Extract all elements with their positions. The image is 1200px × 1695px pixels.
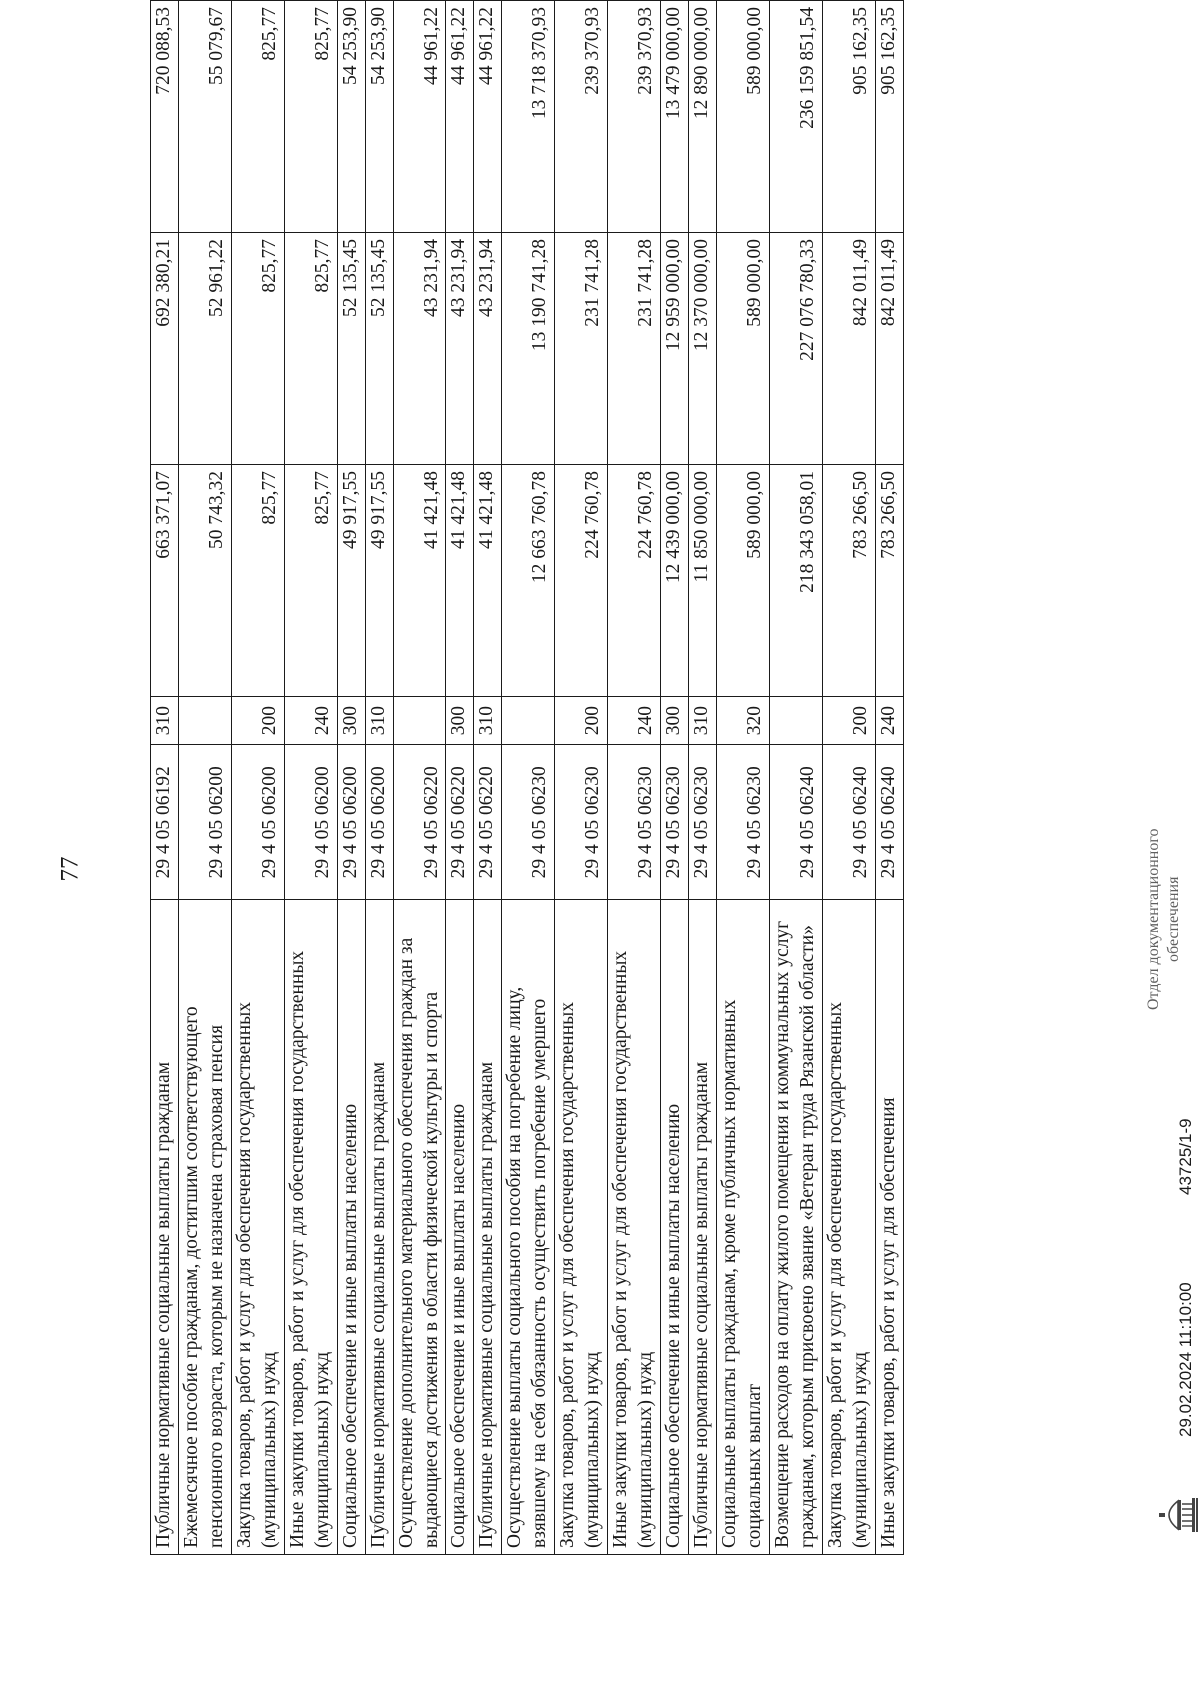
table-row (502, 1, 555, 1555)
row-amount-year-3: 825,77 (284, 1, 337, 233)
row-target-article-code: 29 4 05 06192 (151, 745, 179, 900)
row-name: Социальное обеспечение и иные выплаты населению (446, 900, 474, 1555)
row-amount-year-2: 825,77 (284, 233, 337, 465)
row-amount-year-2: 52 135,45 (365, 233, 393, 465)
table-row (661, 1, 689, 1555)
row-amount-year-3: 720 088,53 (151, 1, 179, 233)
row-amount-year-3: 905 162,35 (875, 1, 903, 233)
row-amount-year-1: 224 760,78 (608, 465, 661, 697)
row-amount-year-1: 41 421,48 (393, 465, 446, 697)
row-target-article-code: 29 4 05 06240 (822, 745, 875, 900)
table-row (769, 1, 822, 1555)
row-amount-year-2: 52 961,22 (178, 233, 231, 465)
row-expense-type-code: 240 (284, 697, 337, 745)
row-amount-year-1: 663 371,07 (151, 465, 179, 697)
row-expense-type-code: 300 (446, 697, 474, 745)
page-number: 77 (56, 856, 84, 882)
row-name: Публичные нормативные социальные выплаты гражданам (474, 900, 502, 1555)
row-amount-year-2: 825,77 (231, 233, 284, 465)
row-name: Публичные нормативные социальные выплаты гражданам (151, 900, 179, 1555)
row-expense-type-code: 310 (474, 697, 502, 745)
page-footer (1145, 0, 1200, 1555)
row-target-article-code: 29 4 05 06220 (474, 745, 502, 900)
row-target-article-code: 29 4 05 06230 (608, 745, 661, 900)
row-amount-year-3: 44 961,22 (474, 1, 502, 233)
row-amount-year-1: 41 421,48 (446, 465, 474, 697)
row-amount-year-3: 55 079,67 (178, 1, 231, 233)
row-expense-type-code: 310 (151, 697, 179, 745)
row-name: Осуществление выплаты социального пособия на погребение лицу, взявшему на себя обязанность осуществить погребение умершего (502, 900, 555, 1555)
row-target-article-code: 29 4 05 06230 (661, 745, 689, 900)
row-amount-year-3: 905 162,35 (822, 1, 875, 233)
row-name: Закупка товаров, работ и услуг для обеспечения государственных (муниципальных) нужд (555, 900, 608, 1555)
row-target-article-code: 29 4 05 06220 (393, 745, 446, 900)
table-row (875, 1, 903, 1555)
document-number: 43725/1-9 (1176, 1118, 1195, 1195)
row-expense-type-code: 200 (231, 697, 284, 745)
row-expense-type-code: 310 (365, 697, 393, 745)
row-amount-year-2: 231 741,28 (555, 233, 608, 465)
table-row (555, 1, 608, 1555)
table-row (365, 1, 393, 1555)
row-expense-type-code: 310 (689, 697, 717, 745)
row-amount-year-1: 589 000,00 (717, 465, 770, 697)
row-target-article-code: 29 4 05 06200 (337, 745, 365, 900)
row-name: Социальные выплаты гражданам, кроме публичных нормативных социальных выплат (717, 900, 770, 1555)
row-amount-year-2: 43 231,94 (393, 233, 446, 465)
row-amount-year-3: 44 961,22 (393, 1, 446, 233)
row-name: Ежемесячное пособие гражданам, достигшим соответствующего пенсионного возраста, которым не назначена страховая пенсия (178, 900, 231, 1555)
row-name: Публичные нормативные социальные выплаты гражданам (365, 900, 393, 1555)
row-amount-year-1: 224 760,78 (555, 465, 608, 697)
row-expense-type-code: 320 (717, 697, 770, 745)
rotated-page-content (150, 0, 1195, 1555)
row-amount-year-2: 231 741,28 (608, 233, 661, 465)
row-target-article-code: 29 4 05 06230 (555, 745, 608, 900)
row-target-article-code: 29 4 05 06230 (717, 745, 770, 900)
row-amount-year-3: 13 718 370,93 (502, 1, 555, 233)
row-amount-year-1: 218 343 058,01 (769, 465, 822, 697)
row-expense-type-code: 300 (337, 697, 365, 745)
row-amount-year-3: 239 370,93 (555, 1, 608, 233)
row-target-article-code: 29 4 05 06230 (502, 745, 555, 900)
row-name: Осуществление дополнительного материального обеспечения граждан за выдающиеся достижения в области физической культуры и спорта (393, 900, 446, 1555)
row-amount-year-1: 783 266,50 (822, 465, 875, 697)
table-row (337, 1, 365, 1555)
table-row (178, 1, 231, 1555)
row-target-article-code: 29 4 05 06240 (769, 745, 822, 900)
row-name: Закупка товаров, работ и услуг для обеспечения государственных (муниципальных) нужд (231, 900, 284, 1555)
row-amount-year-2: 13 190 741,28 (502, 233, 555, 465)
table-row (717, 1, 770, 1555)
table-row (608, 1, 661, 1555)
row-amount-year-2: 12 959 000,00 (661, 233, 689, 465)
department-stamp (1144, 828, 1184, 1010)
row-expense-type-code: 300 (661, 697, 689, 745)
row-amount-year-3: 54 253,90 (337, 1, 365, 233)
row-amount-year-2: 12 370 000,00 (689, 233, 717, 465)
row-amount-year-2: 842 011,49 (822, 233, 875, 465)
row-amount-year-1: 11 850 000,00 (689, 465, 717, 697)
row-expense-type-code (502, 697, 555, 745)
table-row (822, 1, 875, 1555)
row-name: Иные закупки товаров, работ и услуг для обеспечения (875, 900, 903, 1555)
table-row (689, 1, 717, 1555)
row-amount-year-3: 12 890 000,00 (689, 1, 717, 233)
budget-table (150, 0, 904, 1555)
row-expense-type-code (393, 697, 446, 745)
row-target-article-code: 29 4 05 06200 (231, 745, 284, 900)
table-row (231, 1, 284, 1555)
row-expense-type-code (178, 697, 231, 745)
row-name: Закупка товаров, работ и услуг для обеспечения государственных (муниципальных) нужд (822, 900, 875, 1555)
table-row (393, 1, 446, 1555)
row-amount-year-1: 825,77 (284, 465, 337, 697)
row-expense-type-code: 200 (822, 697, 875, 745)
row-expense-type-code (769, 697, 822, 745)
row-amount-year-3: 44 961,22 (446, 1, 474, 233)
row-name: Социальное обеспечение и иные выплаты населению (661, 900, 689, 1555)
row-target-article-code: 29 4 05 06220 (446, 745, 474, 900)
row-expense-type-code: 200 (555, 697, 608, 745)
row-name: Иные закупки товаров, работ и услуг для обеспечения государственных (муниципальных) нужд (608, 900, 661, 1555)
table-row (474, 1, 502, 1555)
row-amount-year-2: 589 000,00 (717, 233, 770, 465)
row-amount-year-1: 41 421,48 (474, 465, 502, 697)
duma-emblem-icon (1158, 1495, 1200, 1535)
row-amount-year-1: 825,77 (231, 465, 284, 697)
row-amount-year-2: 43 231,94 (446, 233, 474, 465)
row-amount-year-1: 50 743,32 (178, 465, 231, 697)
row-amount-year-2: 692 380,21 (151, 233, 179, 465)
stamp-line-2: обеспечения (1165, 876, 1182, 962)
row-amount-year-3: 239 370,93 (608, 1, 661, 233)
row-target-article-code: 29 4 05 06200 (178, 745, 231, 900)
row-amount-year-3: 825,77 (231, 1, 284, 233)
row-amount-year-3: 589 000,00 (717, 1, 770, 233)
row-amount-year-1: 12 663 760,78 (502, 465, 555, 697)
row-amount-year-1: 12 439 000,00 (661, 465, 689, 697)
row-amount-year-1: 783 266,50 (875, 465, 903, 697)
row-name: Иные закупки товаров, работ и услуг для обеспечения государственных (муниципальных) нужд (284, 900, 337, 1555)
row-amount-year-2: 227 076 780,33 (769, 233, 822, 465)
stamp-line-1: Отдел документационного (1145, 828, 1162, 1010)
print-date: 29.02.2024 11:10:00 (1176, 1282, 1195, 1437)
row-target-article-code: 29 4 05 06230 (689, 745, 717, 900)
row-name: Социальное обеспечение и иные выплаты населению (337, 900, 365, 1555)
row-amount-year-3: 54 253,90 (365, 1, 393, 233)
table-row (446, 1, 474, 1555)
budget-table-body (151, 1, 904, 1555)
row-target-article-code: 29 4 05 06200 (284, 745, 337, 900)
row-amount-year-2: 842 011,49 (875, 233, 903, 465)
table-row (284, 1, 337, 1555)
table-row (151, 1, 179, 1555)
row-amount-year-3: 236 159 851,54 (769, 1, 822, 233)
row-expense-type-code: 240 (875, 697, 903, 745)
row-name: Публичные нормативные социальные выплаты гражданам (689, 900, 717, 1555)
row-target-article-code: 29 4 05 06240 (875, 745, 903, 900)
row-amount-year-1: 49 917,55 (365, 465, 393, 697)
row-target-article-code: 29 4 05 06200 (365, 745, 393, 900)
row-amount-year-3: 13 479 000,00 (661, 1, 689, 233)
row-name: Возмещение расходов на оплату жилого помещения и коммунальных услуг гражданам, которым присвоено звание «Ветеран труда Рязанской области» (769, 900, 822, 1555)
row-expense-type-code: 240 (608, 697, 661, 745)
row-amount-year-2: 52 135,45 (337, 233, 365, 465)
row-amount-year-1: 49 917,55 (337, 465, 365, 697)
row-amount-year-2: 43 231,94 (474, 233, 502, 465)
